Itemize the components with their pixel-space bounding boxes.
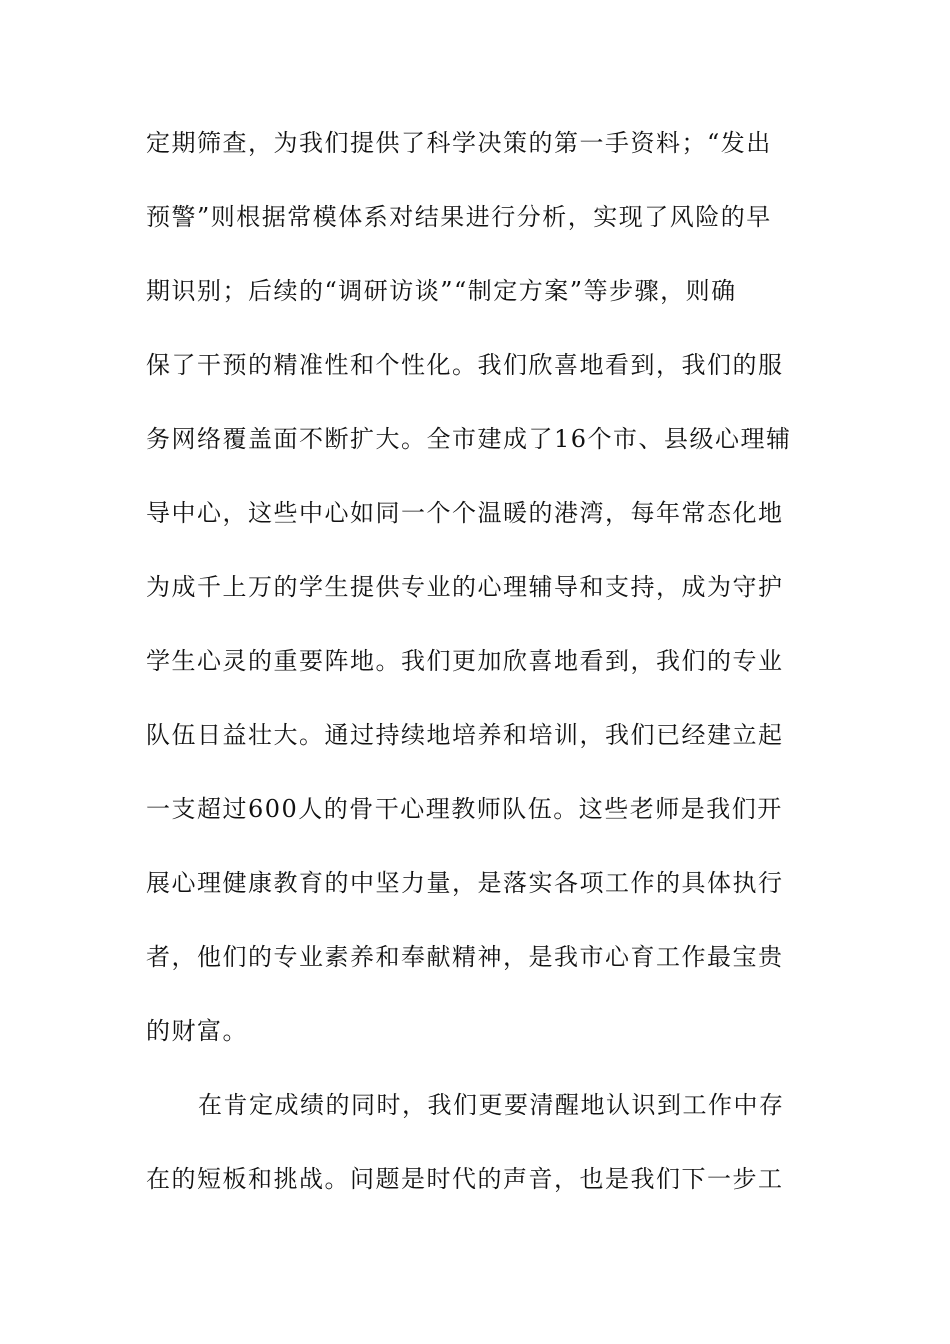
text-line: 定期筛查，为我们提供了科学决策的第一手资料；“发出 (146, 129, 772, 157)
text-line: 者，他们的专业素养和奉献精神，是我市心育工作最宝贵 (146, 943, 784, 971)
text-line: 务网络覆盖面不断扩大。全市建成了16个市、县级心理辅 (146, 425, 792, 453)
text-line: 导中心，这些中心如同一个个温暖的港湾，每年常态化地 (146, 499, 784, 527)
text-line: 一支超过600人的骨干心理教师队伍。这些老师是我们开 (146, 795, 783, 823)
text-line: 保了干预的精准性和个性化。我们欣喜地看到，我们的服 (146, 351, 784, 379)
text-line: 在的短板和挑战。问题是时代的声音，也是我们下一步工 (146, 1165, 784, 1193)
text-line: 学生心灵的重要阵地。我们更加欣喜地看到，我们的专业 (146, 647, 784, 675)
paragraph-start-line: 在肯定成绩的同时，我们更要清醒地认识到工作中存 (198, 1091, 785, 1119)
text-line: 展心理健康教育的中坚力量，是落实各项工作的具体执行 (146, 869, 784, 897)
text-line: 为成千上万的学生提供专业的心理辅导和支持，成为守护 (146, 573, 784, 601)
text-line: 预警”则根据常模体系对结果进行分析，实现了风险的早 (146, 203, 772, 231)
body-text (146, 106, 806, 1216)
text-line: 的财富。 (146, 1017, 248, 1045)
text-line: 期识别；后续的“调研访谈”“制定方案”等步骤，则确 (146, 277, 737, 305)
text-line: 队伍日益壮大。通过持续地培养和培训，我们已经建立起 (146, 721, 784, 749)
